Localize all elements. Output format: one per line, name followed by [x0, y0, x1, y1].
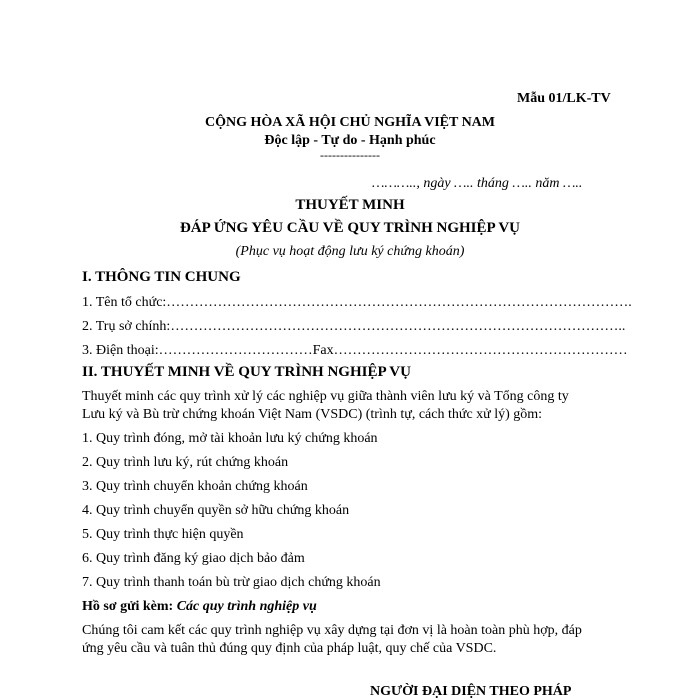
- motto-rule: ---------------: [320, 148, 380, 162]
- field-organization-name: 1. Tên tổ chức:……………………………………………………………………………………….: [82, 295, 632, 310]
- commitment-line-2: ứng yêu cầu và tuân thủ đúng quy định của pháp luật, quy chế của VSDC.: [82, 641, 497, 656]
- list-item: 2. Quy trình lưu ký, rút chứng khoán: [82, 455, 289, 470]
- list-item: 7. Quy trình thanh toán bù trừ giao dịch chứng khoán: [82, 575, 381, 590]
- list-item: 6. Quy trình đăng ký giao dịch bảo đảm: [82, 551, 305, 566]
- motto: Độc lập - Tự do - Hạnh phúc: [264, 133, 436, 148]
- field-phone-fax: 3. Điện thoại:……………………………Fax………………………………………………………: [82, 343, 628, 358]
- attachment-line: [82, 598, 317, 616]
- list-item: 4. Quy trình chuyển quyền sở hữu chứng khoán: [82, 503, 350, 518]
- document-title: THUYẾT MINH: [295, 197, 405, 213]
- attachment-value: Các quy trình nghiệp vụ: [176, 599, 317, 614]
- section1-heading: I. THÔNG TIN CHUNG: [82, 269, 241, 285]
- document-subtitle: (Phục vụ hoạt động lưu ký chứng khoán): [235, 244, 465, 259]
- intro-line-2: Lưu ký và Bù trừ chứng khoán Việt Nam (VSDC) (trình tự, cách thức xử lý) gồm:: [82, 407, 543, 422]
- commitment-line-1: Chúng tôi cam kết các quy trình nghiệp vụ xây dựng tại đơn vị là hoàn toàn phù hợp, đáp: [82, 623, 582, 638]
- intro-line-1: Thuyết minh các quy trình xử lý các nghiệp vụ giữa thành viên lưu ký và Tổng công ty: [82, 389, 569, 404]
- list-item: 5. Quy trình thực hiện quyền: [82, 527, 244, 542]
- document-subject: ĐÁP ỨNG YÊU CẦU VỀ QUY TRÌNH NGHIỆP VỤ: [179, 220, 521, 236]
- list-item: 3. Quy trình chuyển khoản chứng khoán: [82, 479, 308, 494]
- field-head-office: 2. Trụ sở chính:……………………………………………………………………………………..: [82, 319, 626, 334]
- list-item: 1. Quy trình đóng, mở tài khoản lưu ký chứng khoán: [82, 431, 378, 446]
- attachment-label: Hồ sơ gửi kèm:: [82, 599, 174, 614]
- section2-heading: II. THUYẾT MINH VỀ QUY TRÌNH NGHIỆP VỤ: [82, 364, 411, 380]
- date-line: ……….., ngày ….. tháng ….. năm …..: [372, 176, 583, 191]
- signature-title: NGƯỜI ĐẠI DIỆN THEO PHÁP: [370, 684, 572, 699]
- nation-title: CỘNG HÒA XÃ HỘI CHỦ NGHĨA VIỆT NAM: [204, 115, 495, 130]
- form-code: Mẫu 01/LK-TV: [517, 91, 611, 106]
